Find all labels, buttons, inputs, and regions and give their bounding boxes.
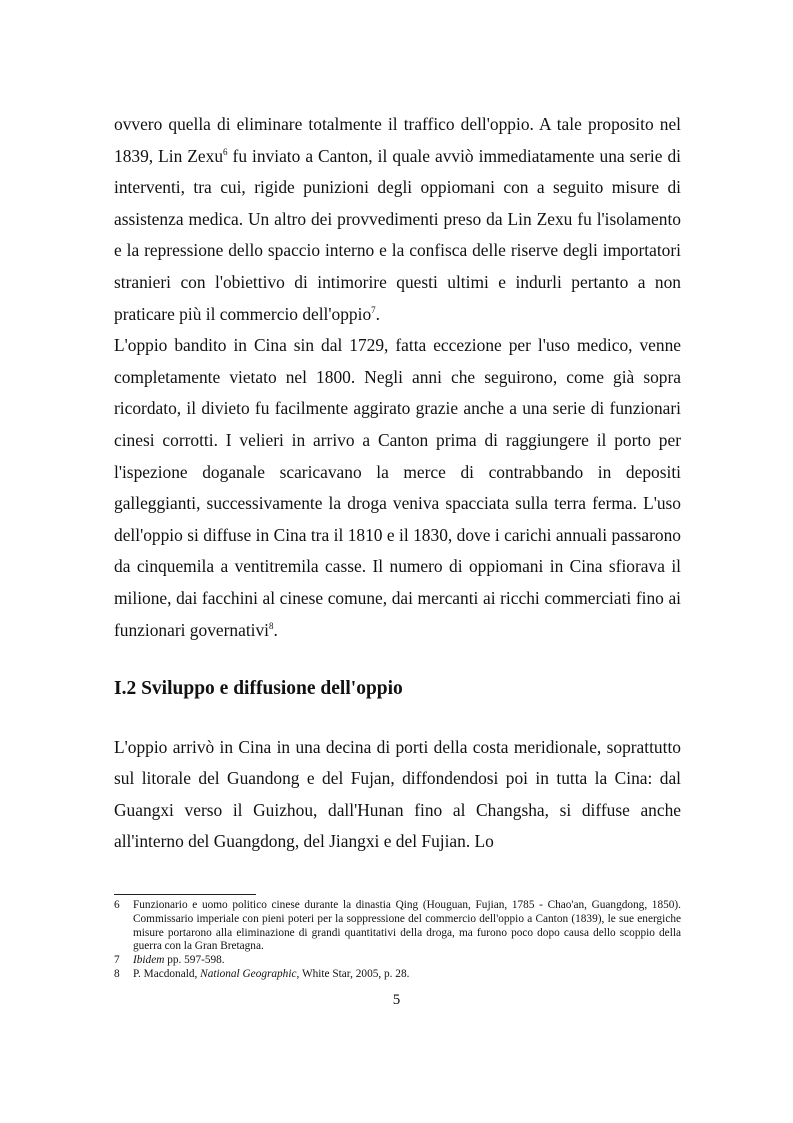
paragraph-1 xyxy=(114,109,681,330)
footnote-ref-7[interactable]: 7 xyxy=(371,304,376,315)
main-text xyxy=(114,109,681,858)
footnote-number: 7 xyxy=(114,954,120,967)
footnote-rest: White Star, 2005, p. 28. xyxy=(299,967,410,980)
footnote-ref-6[interactable]: 6 xyxy=(223,146,228,157)
footnote-text: Funzionario e uomo politico cinese durante la dinastia Qing (Houguan, Fujian, 1785 - Chao'an, Guangdong, 1850). Commissario imperiale con pieni poteri per la soppressione del commercio dell'oppio a Canton (1839), le sue energiche misure portarono alla eliminazione di grandi quantitativi della droga, ma furono poco dopo causa dello scoppio della guerra con la Gran Bretagna. xyxy=(133,899,681,953)
footnote-rest: pp. 597-598. xyxy=(164,954,225,967)
footnote-7 xyxy=(114,954,681,968)
paragraph-2-text-a: L'oppio bandito in Cina sin dal 1729, fatta eccezione per l'uso medico, venne completamente vietato nel 1800. Negli anni che seguirono, come già sopra ricordato, il divieto fu facilmente aggirato grazie anche a una serie di funzionari cinesi corrotti. I velieri in arrivo a Canton prima di raggiungere il porto per l'ispezione doganale scaricavano la merce di contrabbando in depositi galleggianti, successivamente la droga veniva spacciata sulla terra ferma. L'uso dell'oppio si diffuse in Cina tra il 1810 e il 1830, dove i carichi annuali passarono da cinquemila a ventitremila casse. Il numero di oppiomani in Cina sfiorava il milione, dai facchini al cinese comune, dai mercanti ai ricchi commerciati fino ai funzionari governativi xyxy=(114,335,681,640)
footnote-author: P. Macdonald, xyxy=(133,967,201,980)
page-number: 5 xyxy=(392,992,401,1008)
footnote-8 xyxy=(114,968,681,982)
footnote-number: 8 xyxy=(114,967,120,980)
paragraph-1-text-b: fu inviato a Canton, il quale avviò immediatamente una serie di interventi, tra cui, rigide punizioni degli oppiomani con a seguito misure di assistenza medica. Un altro dei provvedimenti preso da Lin Zexu fu l'isolamento e la repressione dello spaccio interno e la confisca delle riserve degli importatori stranieri con l'obiettivo di intimorire questi ultimi e indurli pertanto a non praticare più il commercio dell'oppio xyxy=(114,145,681,324)
section-heading: I.2 Sviluppo e diffusione dell'oppio xyxy=(114,678,403,700)
footnotes xyxy=(114,899,681,982)
footnote-italic: National Geographic, xyxy=(200,967,300,980)
footnote-italic: Ibidem xyxy=(133,954,165,967)
paragraph-2-text-c: . xyxy=(273,619,278,640)
footnote-number: 6 xyxy=(114,899,120,911)
paragraph-1-text-a: ovvero quella di eliminare totalmente il traffico dell'oppio. A tale proposito nel 1839, Lin Zexu xyxy=(114,114,681,166)
footnote-text xyxy=(133,968,681,982)
paragraph-1-text-c: . xyxy=(375,303,380,324)
footnote-divider xyxy=(114,894,256,895)
paragraph-3: L'oppio arrivò in Cina in una decina di porti della costa meridionale, soprattutto sul litorale del Guandong e del Fujan, diffondendosi poi in tutta la Cina: dal Guangxi verso il Guizhou, dall'Hunan fino al Changsha, si diffuse anche all'interno del Guangdong, del Jiangxi e del Fujian. Lo xyxy=(114,736,681,852)
footnote-ref-8[interactable]: 8 xyxy=(269,620,274,631)
paragraph-2 xyxy=(114,330,681,646)
footnote-text xyxy=(133,954,681,968)
footnote-6 xyxy=(114,899,681,954)
